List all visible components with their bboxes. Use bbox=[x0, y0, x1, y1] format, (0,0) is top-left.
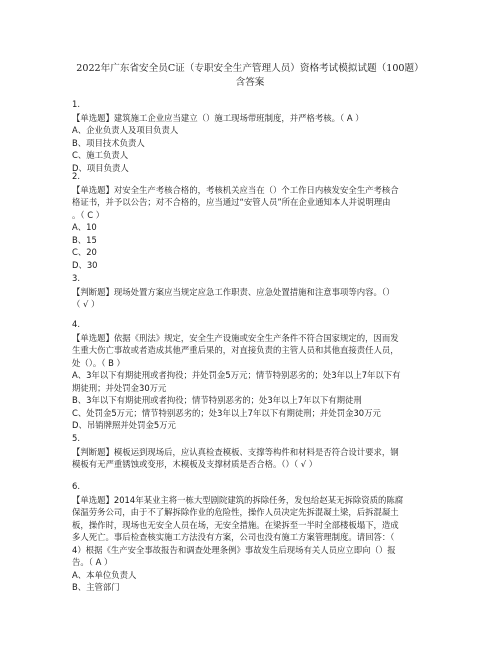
question-number: 4. bbox=[72, 319, 80, 329]
question-number: 3. bbox=[72, 273, 80, 283]
question-3 bbox=[72, 272, 434, 311]
option-b: B、3年以下有期徒刑或者拘役；情节特别恶劣的；处3年以上7年以下有期徒刑 bbox=[72, 395, 362, 405]
question-text-line: （ √ ） bbox=[72, 299, 100, 309]
question-5 bbox=[72, 432, 434, 471]
question-text-line: 模板有无严重锈蚀或变形，木模板及支撑材质是否合格。（）（ √ ） bbox=[72, 459, 318, 469]
question-text-line: 【判断题】模板运到现场后，应认真检查模板、支撑等构件和材料是否符合设计要求，钢 bbox=[72, 446, 399, 457]
question-4 bbox=[72, 318, 434, 432]
question-text-line: 告。（ A ） bbox=[72, 557, 113, 567]
document-title bbox=[40, 62, 460, 90]
question-text-line: 【单选题】2014年某业主将一栋大型剧院建筑的拆除任务，发包给赵某无拆除资质的陈腐 bbox=[72, 494, 404, 505]
question-text-line: 4）根据《生产安全事故报告和调查处理条例》事故发生后现场有关人员应立即向（）报 bbox=[72, 544, 396, 555]
question-1 bbox=[72, 98, 434, 174]
question-text-line: 处（）。（ B ） bbox=[72, 357, 125, 368]
option-b: B、项目技术负责人 bbox=[72, 137, 145, 148]
option-c: C、施工负责人 bbox=[72, 150, 129, 160]
title-line-1: 2022年广东省安全员C证（专职安全生产管理人员）资格考试模拟试题（100题） bbox=[76, 63, 424, 74]
question-text-line: 【单选题】对安全生产考核合格的，考核机关应当在（）个工作日内核发安全生产考核合 bbox=[72, 184, 399, 195]
question-text-line: 板，操作时，现场也无安全人员在场，无安全措施。在梁拆至一半时全部楼板塌下，造成 bbox=[72, 519, 399, 530]
question-number: 6. bbox=[72, 481, 80, 491]
option-a-continued: 期徒刑；并处罚金30万元 bbox=[72, 382, 167, 393]
question-text-line: 【单选题】建筑施工企业应当建立（）施工现场带班制度，并严格考核。（ A ） bbox=[72, 112, 364, 123]
question-text-line: 保温劳务公司，由于不了解拆除作业的危险性，操作人员决定先拆混凝土梁，后拆混凝土 bbox=[72, 507, 399, 517]
question-text-line: 格证书，并予以公告；对不合格的，应当通过“安管人员”所在企业通知本人并说明理由 bbox=[72, 197, 391, 207]
option-c: C、处罚金5万元；情节特别恶劣的；处3年以上7年以下有期徒刑；并处罚金30万元 bbox=[72, 407, 381, 418]
question-number: 2. bbox=[72, 171, 80, 181]
option-d: D、吊销牌照并处罚金5万元 bbox=[72, 420, 176, 430]
option-a: A、10 bbox=[72, 222, 97, 232]
question-text-line: 【判断题】现场处置方案应当规定应急工作职责、应急处置措施和注意事项等内容。（） bbox=[72, 286, 395, 297]
option-a: A、3年以下有期徒刑或者拘役；并处罚金5万元；情节特别恶劣的；处3年以上7年以下有 bbox=[72, 370, 401, 380]
question-text-line: 多人死亡。事后检查核实施工方法没有方案，公司也没有施工方案管理制度。请回答：（ bbox=[72, 532, 395, 542]
option-c: C、20 bbox=[72, 247, 97, 257]
option-a: A、本单位负责人 bbox=[72, 569, 137, 580]
option-d: D、项目负责人 bbox=[72, 162, 129, 173]
question-number: 5. bbox=[72, 433, 80, 443]
option-b: B、15 bbox=[72, 234, 97, 245]
question-number: 1. bbox=[72, 99, 80, 109]
question-2 bbox=[72, 170, 434, 271]
question-text-line: 生重大伤亡事故或者造成其他严重后果的，对直接负责的主管人员和其他直接责任人员， bbox=[72, 345, 399, 355]
question-text-line: 【单选题】依据《刑法》规定，安全生产设施或安全生产条件不符合国家规定的，因而发 bbox=[72, 332, 399, 343]
option-a: A、企业负责人及项目负责人 bbox=[72, 125, 179, 135]
option-b: B、主管部门 bbox=[72, 582, 120, 592]
option-d: D、30 bbox=[72, 259, 98, 270]
question-6 bbox=[72, 480, 434, 594]
question-text-line: 。（ C ） bbox=[72, 209, 105, 220]
title-line-2: 含答案 bbox=[235, 77, 265, 88]
